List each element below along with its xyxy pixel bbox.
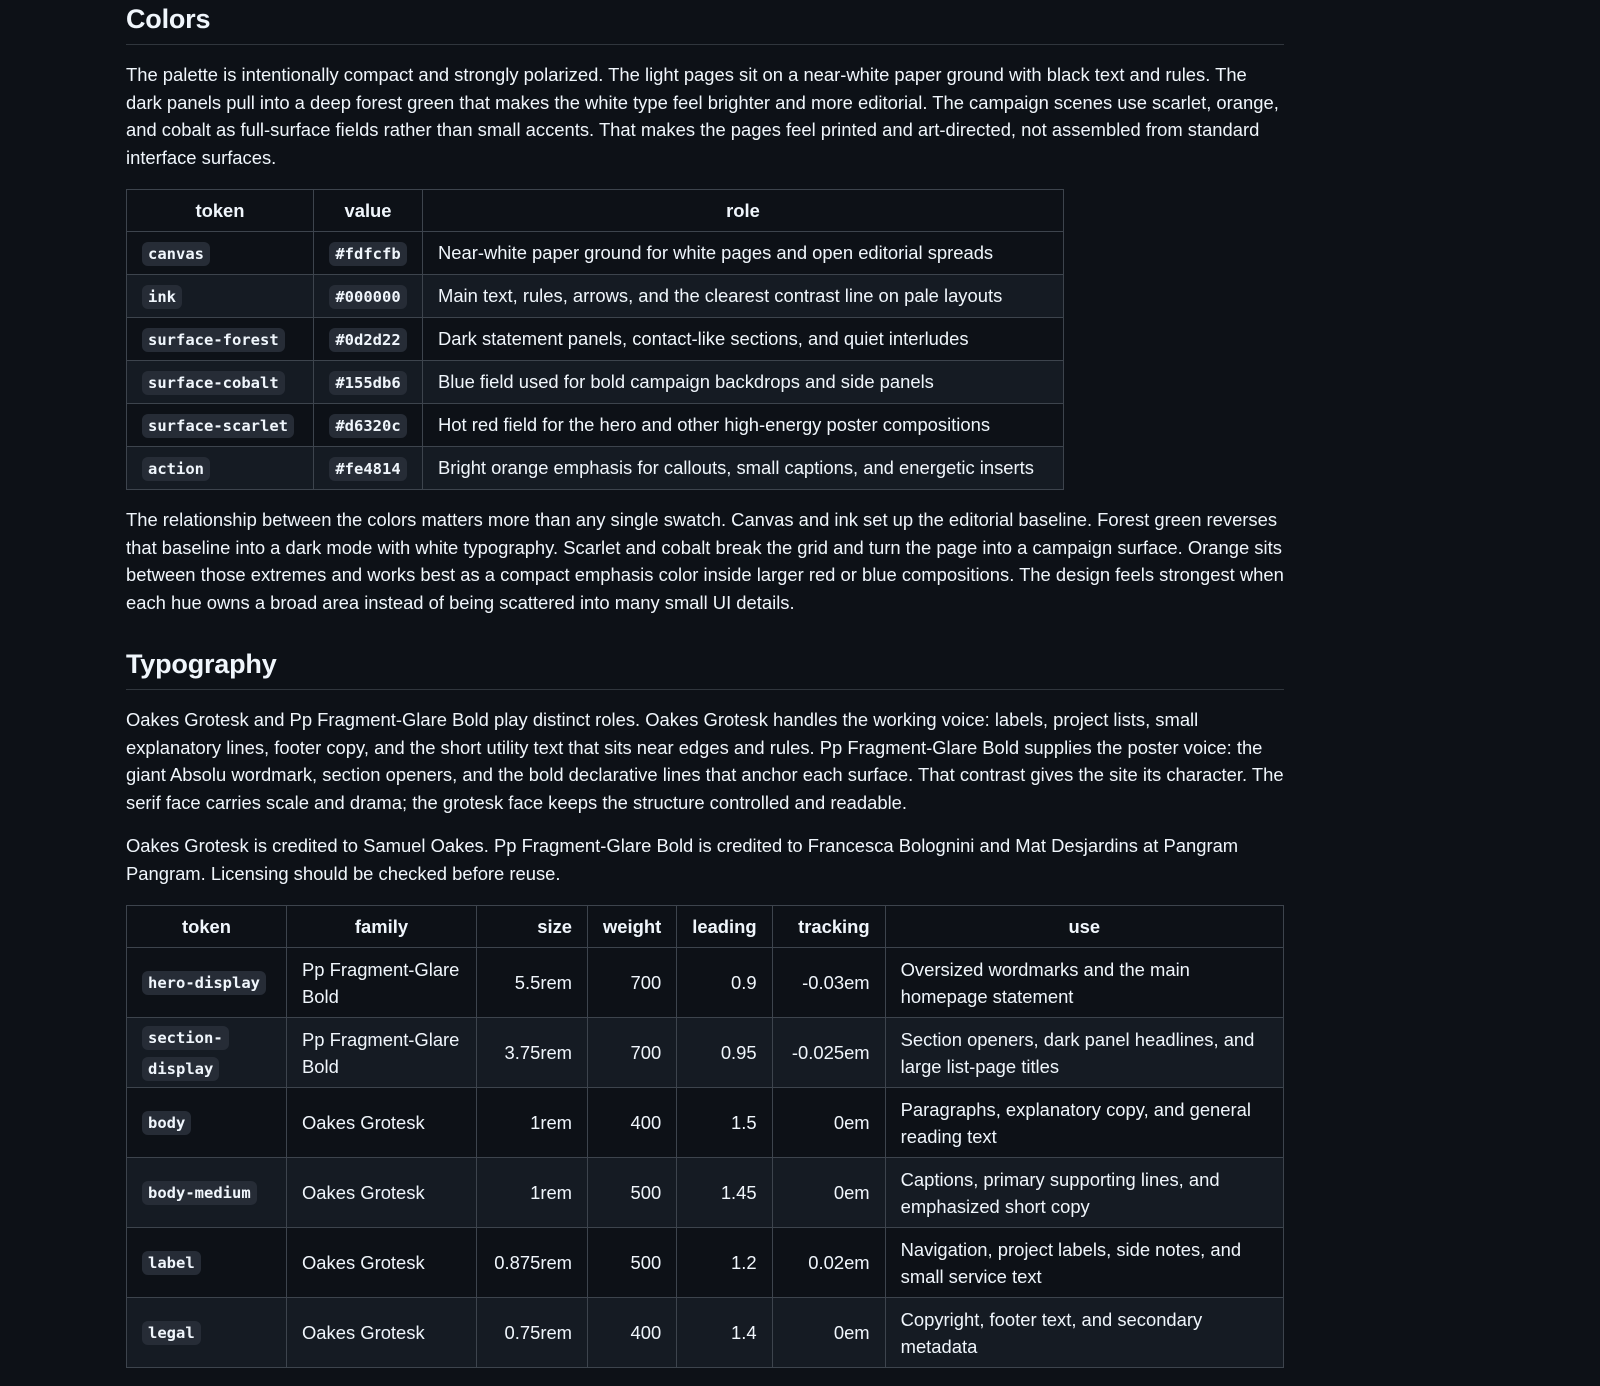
cell-tracking: 0em <box>772 1088 885 1158</box>
typography-table <box>126 905 1284 1368</box>
cell-token <box>127 1088 287 1158</box>
cell-size: 1rem <box>477 1158 588 1228</box>
colors-table <box>126 189 1064 490</box>
cell-token <box>127 361 314 404</box>
token-code: legal <box>142 1321 201 1345</box>
section-heading-typography: Typography <box>126 646 1284 690</box>
cell-value <box>314 275 423 318</box>
token-code: ink <box>142 285 182 309</box>
cell-token <box>127 1158 287 1228</box>
table-row <box>127 404 1064 447</box>
value-code: #d6320c <box>329 414 406 438</box>
section-heading-colors: Colors <box>126 1 1284 45</box>
token-code: surface-forest <box>142 328 285 352</box>
cell-tracking: 0em <box>772 1158 885 1228</box>
table-row <box>127 948 1284 1018</box>
cell-token <box>127 404 314 447</box>
table-row <box>127 318 1064 361</box>
token-code: canvas <box>142 242 210 266</box>
cell-family: Pp Fragment-Glare Bold <box>287 948 477 1018</box>
value-code: #0d2d22 <box>329 328 406 352</box>
cell-size: 0.875rem <box>477 1228 588 1298</box>
column-header-use: use <box>885 906 1283 948</box>
cell-role: Hot red field for the hero and other high-energy poster compositions <box>423 404 1064 447</box>
column-header-value: value <box>314 190 423 232</box>
cell-leading: 1.4 <box>677 1298 772 1368</box>
cell-use: Section openers, dark panel headlines, and large list-page titles <box>885 1018 1283 1088</box>
cell-weight: 500 <box>588 1158 677 1228</box>
cell-size: 1rem <box>477 1088 588 1158</box>
cell-weight: 700 <box>588 948 677 1018</box>
table-row <box>127 1298 1284 1368</box>
cell-leading: 1.45 <box>677 1158 772 1228</box>
table-row <box>127 447 1064 490</box>
column-header-weight: weight <box>588 906 677 948</box>
cell-value <box>314 447 423 490</box>
typography-paragraph-roles: Oakes Grotesk and Pp Fragment-Glare Bold play distinct roles. Oakes Grotesk handles the working voice: labels, project lists, small explanatory lines, footer copy, and the short utility text that sits near edges and rules. Pp Fragment-Glare Bold supplies the poster voice: the giant Absolu wordmark, section openers, and the bold declarative lines that anchor each surface. That contrast gives the site its character. The serif face carries scale and drama; the grotesk face keeps the structure controlled and readable. <box>126 709 1284 813</box>
cell-role: Blue field used for bold campaign backdrops and side panels <box>423 361 1064 404</box>
cell-token <box>127 948 287 1018</box>
table-row <box>127 1018 1284 1088</box>
table-header-row <box>127 906 1284 948</box>
cell-weight: 700 <box>588 1018 677 1088</box>
cell-role: Dark statement panels, contact-like sections, and quiet interludes <box>423 318 1064 361</box>
cell-token <box>127 1018 287 1088</box>
cell-leading: 1.2 <box>677 1228 772 1298</box>
token-code: surface-scarlet <box>142 414 294 438</box>
column-header-token: token <box>127 906 287 948</box>
value-code: #fdfcfb <box>329 242 406 266</box>
table-row <box>127 1158 1284 1228</box>
cell-token <box>127 1228 287 1298</box>
colors-intro-paragraph: The palette is intentionally compact and strongly polarized. The light pages sit on a near-white paper ground with black text and rules. The dark panels pull into a deep forest green that makes the white type feel brighter and more editorial. The campaign scenes use scarlet, orange, and cobalt as full-surface fields rather than small accents. That makes the pages feel printed and art-directed, not assembled from standard interface surfaces. <box>126 64 1279 168</box>
token-code: action <box>142 457 210 481</box>
cell-use: Copyright, footer text, and secondary metadata <box>885 1298 1283 1368</box>
cell-leading: 1.5 <box>677 1088 772 1158</box>
column-header-token: token <box>127 190 314 232</box>
cell-tracking: -0.025em <box>772 1018 885 1088</box>
cell-token <box>127 318 314 361</box>
markdown-document <box>126 0 1284 1368</box>
cell-value <box>314 361 423 404</box>
cell-size: 5.5rem <box>477 948 588 1018</box>
column-header-tracking: tracking <box>772 906 885 948</box>
column-header-leading: leading <box>677 906 772 948</box>
cell-family: Oakes Grotesk <box>287 1158 477 1228</box>
table-header-row <box>127 190 1064 232</box>
column-header-family: family <box>287 906 477 948</box>
cell-weight: 500 <box>588 1228 677 1298</box>
cell-token <box>127 275 314 318</box>
table-row <box>127 232 1064 275</box>
cell-family: Pp Fragment-Glare Bold <box>287 1018 477 1088</box>
table-row <box>127 361 1064 404</box>
token-code: surface-cobalt <box>142 371 285 395</box>
value-code: #000000 <box>329 285 406 309</box>
cell-token <box>127 1298 287 1368</box>
cell-family: Oakes Grotesk <box>287 1088 477 1158</box>
cell-role: Main text, rules, arrows, and the clearest contrast line on pale layouts <box>423 275 1064 318</box>
cell-value <box>314 232 423 275</box>
cell-tracking: 0.02em <box>772 1228 885 1298</box>
token-code: section-display <box>142 1026 229 1081</box>
cell-size: 3.75rem <box>477 1018 588 1088</box>
value-code: #155db6 <box>329 371 406 395</box>
cell-value <box>314 318 423 361</box>
colors-outro-paragraph: The relationship between the colors matters more than any single swatch. Canvas and ink set up the editorial baseline. Forest green reverses that baseline into a dark mode with white typography. Scarlet and cobalt break the grid and turn the page into a campaign surface. Orange sits between those extremes and works best as a compact emphasis color inside larger red or blue compositions. The design feels strongest when each hue owns a broad area instead of being scattered into many small UI details. <box>126 509 1284 613</box>
cell-token <box>127 232 314 275</box>
cell-use: Captions, primary supporting lines, and emphasized short copy <box>885 1158 1283 1228</box>
cell-family: Oakes Grotesk <box>287 1298 477 1368</box>
token-code: body <box>142 1111 191 1135</box>
cell-role: Near-white paper ground for white pages and open editorial spreads <box>423 232 1064 275</box>
cell-tracking: -0.03em <box>772 948 885 1018</box>
cell-weight: 400 <box>588 1088 677 1158</box>
table-row <box>127 275 1064 318</box>
table-row <box>127 1228 1284 1298</box>
cell-role: Bright orange emphasis for callouts, small captions, and energetic inserts <box>423 447 1064 490</box>
cell-value <box>314 404 423 447</box>
table-row <box>127 1088 1284 1158</box>
value-code: #fe4814 <box>329 457 406 481</box>
cell-tracking: 0em <box>772 1298 885 1368</box>
cell-size: 0.75rem <box>477 1298 588 1368</box>
cell-leading: 0.9 <box>677 948 772 1018</box>
token-code: body-medium <box>142 1181 257 1205</box>
column-header-size: size <box>477 906 588 948</box>
cell-leading: 0.95 <box>677 1018 772 1088</box>
cell-family: Oakes Grotesk <box>287 1228 477 1298</box>
cell-use: Oversized wordmarks and the main homepage statement <box>885 948 1283 1018</box>
cell-weight: 400 <box>588 1298 677 1368</box>
cell-use: Navigation, project labels, side notes, and small service text <box>885 1228 1283 1298</box>
cell-token <box>127 447 314 490</box>
token-code: hero-display <box>142 971 266 995</box>
column-header-role: role <box>423 190 1064 232</box>
cell-use: Paragraphs, explanatory copy, and general reading text <box>885 1088 1283 1158</box>
typography-paragraph-credits: Oakes Grotesk is credited to Samuel Oakes. Pp Fragment-Glare Bold is credited to Francesca Bolognini and Mat Desjardins at Pangram Pangram. Licensing should be checked before reuse. <box>126 835 1239 884</box>
token-code: label <box>142 1251 201 1275</box>
